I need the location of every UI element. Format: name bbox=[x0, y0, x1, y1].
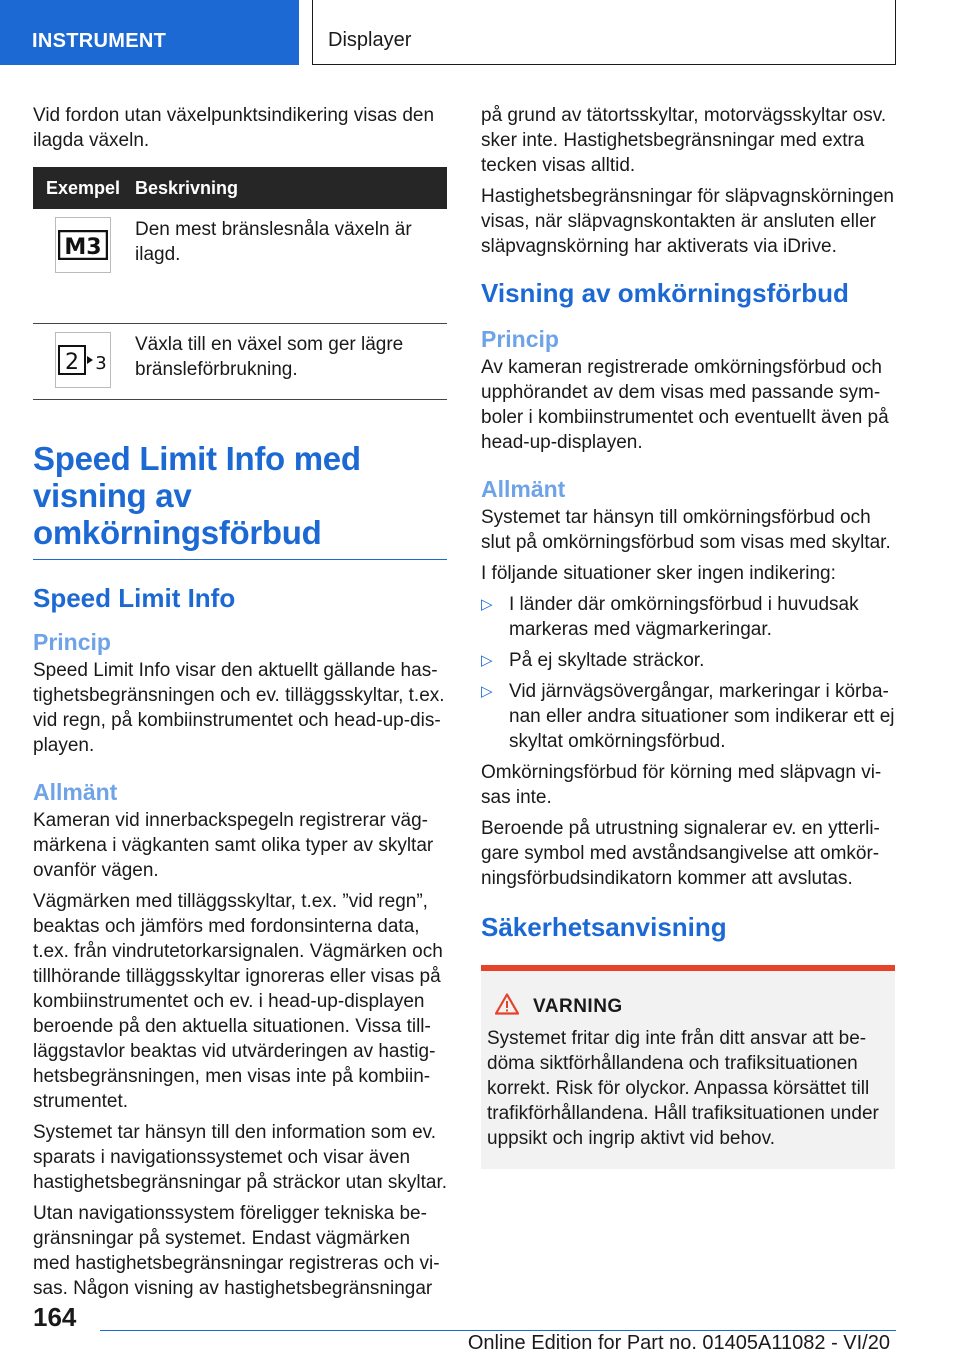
gear-shift-2-to-3-icon bbox=[55, 332, 111, 388]
section-tab: INSTRUMENT bbox=[0, 0, 299, 65]
table-row bbox=[33, 209, 447, 323]
warning-triangle-icon bbox=[495, 993, 519, 1020]
subheading-allmant: Allmänt bbox=[481, 476, 566, 502]
warning-text: Systemet fritar dig inte från ditt ansvar att be-döma siktförhållandena och trafiksituationen korrekt. Risk för olyckor. Anpassa körsättet till trafikförhållandena. Håll trafiksituationen under uppsikt och ingrip aktivt vid behov. bbox=[487, 1028, 879, 1149]
situation-list bbox=[481, 592, 895, 754]
allmant-paragraph: Systemet tar hänsyn till den information som ev. sparats i navigationssystemet och visar även hastighetsbegränsningar på sträckor utan skyltar. bbox=[33, 1121, 448, 1193]
allmant-paragraph: Kameran vid innerbackspegeln registrerar väg-märkena i vägkanten samt olika typer av skyltar ovanför vägen. bbox=[33, 809, 434, 881]
allmant-paragraph: Systemet tar hänsyn till omkörningsförbud och slut på omkörningsförbud som visas med skyltar. bbox=[481, 507, 891, 553]
body-paragraph: Omkörningsförbud för körning med släpvagn vi-sas inte. bbox=[481, 762, 882, 808]
footer-edition: Online Edition for Part no. 01405A11082 - VI/20 bbox=[467, 1332, 890, 1354]
table-header-example: Exempel bbox=[33, 167, 133, 209]
svg-text:2: 2 bbox=[65, 349, 79, 375]
triangle-bullet-icon: ▷ bbox=[481, 652, 493, 669]
gear-m3-icon bbox=[55, 217, 111, 273]
list-item: ▷ I länder där omkörningsförbud i huvudsak markeras med vägmarkeringar. bbox=[481, 594, 859, 640]
princip-text: Av kameran registrerade omkörningsförbud och upphörandet av dem visas med passande sym-boler i kombiinstrumentet och eventuellt även på head-up-displayen. bbox=[481, 357, 889, 453]
page-number: 164 bbox=[33, 1302, 77, 1332]
warning-title: VARNING bbox=[533, 995, 623, 1017]
subheading-safety: Säkerhetsanvisning bbox=[481, 912, 727, 942]
subheading-princip: Princip bbox=[481, 326, 559, 352]
allmant-paragraph: Vägmärken med tilläggsskyltar, t.ex. ”vid regn”, beaktas och jämförs med fordonsinterna data, t.ex. från vindrutetorkarsignalen. Vägmärken och tillhörande tilläggsskyltar ignoreras eller visas på kombiinstrumentet och ev. i head-up-displayen beroende på den aktuella situationen. Vissa till-läggstavlor beaktas vid utvärderingen av hastig-hetsbegränsningen, men visas inte på kombiin-strumentet. bbox=[33, 890, 443, 1112]
table-cell-description: Växla till en växel som ger lägre bränsleförbrukning. bbox=[133, 323, 447, 399]
list-item: ▷ På ej skyltade sträckor. bbox=[481, 650, 705, 671]
warning-box bbox=[481, 965, 895, 1169]
section-heading-speed-limit: Speed Limit Info med visning av omkörningsförbud bbox=[33, 440, 447, 560]
allmant-paragraph: I följande situationer sker ingen indikering: bbox=[481, 563, 836, 584]
body-paragraph: på grund av tätortsskyltar, motorvägsskyltar osv. sker inte. Hastighetsbegränsningar med extra tecken visas alltid. bbox=[481, 105, 887, 176]
subheading-allmant: Allmänt bbox=[33, 778, 118, 805]
subheading-princip: Princip bbox=[33, 628, 111, 655]
gear-indicator-table bbox=[33, 167, 447, 400]
table-row bbox=[33, 323, 447, 399]
table-cell-description: Den mest bränslesnåla växeln är ilagd. bbox=[133, 209, 447, 323]
intro-text: Vid fordon utan växelpunktsindikering visas den ilagda växeln. bbox=[33, 105, 435, 151]
body-paragraph: Hastighetsbegränsningar för släpvagnskörningen visas, när släpvagnskontakten är ansluten eller släpvagnskörning har aktiverats via iDrive. bbox=[481, 186, 894, 257]
subheading-overtaking-ban: Visning av omkörningsförbud bbox=[481, 278, 849, 308]
svg-text:M3: M3 bbox=[64, 235, 102, 260]
chapter-title: Displayer bbox=[312, 0, 896, 65]
triangle-bullet-icon: ▷ bbox=[481, 596, 493, 613]
subheading-speed-limit-info: Speed Limit Info bbox=[33, 582, 236, 613]
body-paragraph: Beroende på utrustning signalerar ev. en ytterli-gare symbol med avståndsangivelse att omkör-ningsförbudsindikatorn kommer att avslutas. bbox=[481, 818, 880, 889]
footer-rule bbox=[100, 1330, 896, 1331]
right-column bbox=[481, 103, 895, 1169]
table-header-description: Beskrivning bbox=[133, 167, 447, 209]
princip-text: Speed Limit Info visar den aktuellt gällande has-tighetsbegränsningen och ev. tilläggsskyltar, t.ex. vid regn, på kombiinstrumentet och head-up-dis-playen. bbox=[33, 659, 445, 756]
left-column bbox=[33, 103, 447, 1307]
triangle-bullet-icon: ▷ bbox=[481, 683, 493, 700]
list-item: ▷ Vid järnvägsövergångar, markeringar i körba-nan eller andra situationer som indikerar ett ej skyltat omkörningsförbud. bbox=[481, 681, 895, 752]
svg-text:3: 3 bbox=[95, 352, 107, 374]
allmant-paragraph: Utan navigationssystem föreligger tekniska be-gränsningar på systemet. Endast vägmärken med hastighetsbegränsningar registreras och vi-sas. Någon visning av hastighetsbegränsningar bbox=[33, 1202, 440, 1299]
